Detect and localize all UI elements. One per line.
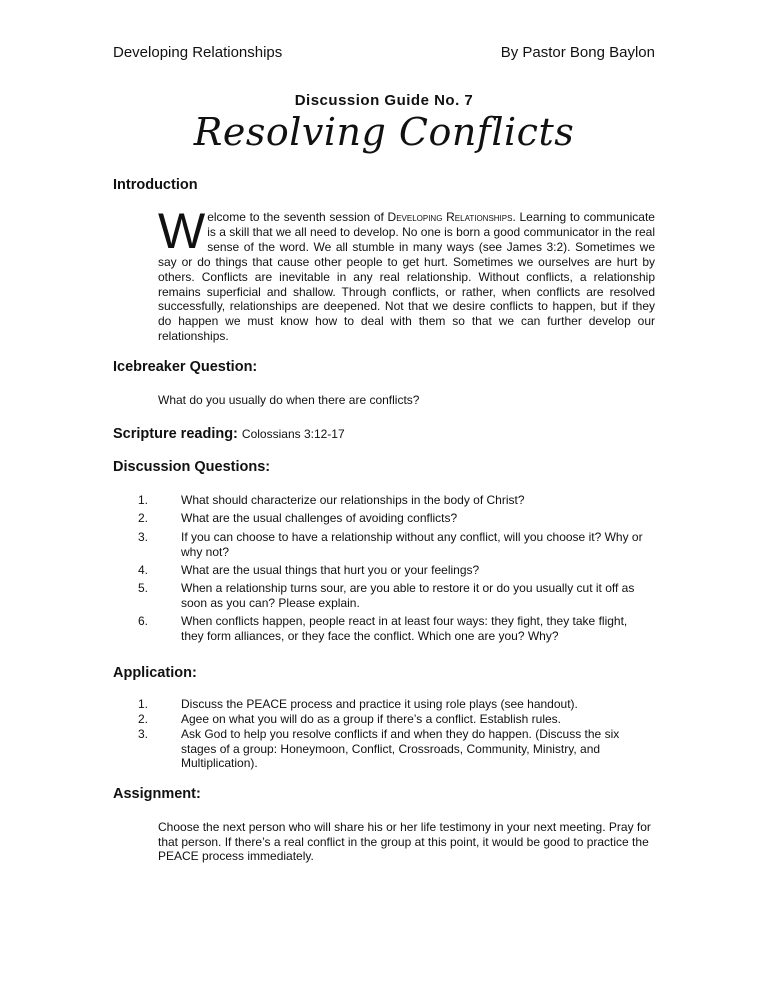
list-item-text: When a relationship turns sour, are you able to restore it or do you usually cut it off as soon as you can? Please explain. — [181, 581, 635, 610]
list-item-number: 3. — [137, 530, 148, 544]
list-item-text: If you can choose to have a relationship without any conflict, will you choose it? Why or why not? — [181, 530, 643, 559]
introduction-heading: Introduction — [113, 177, 198, 193]
intro-lead: elcome to the seventh session of — [207, 210, 388, 224]
list-item-text: When conflicts happen, people react in at least four ways: they fight, they take flight, they form alliances, or they face the conflict. Which one are you? Why? — [181, 614, 628, 643]
drop-cap: W — [158, 203, 206, 259]
header-series-title: Developing Relationships — [113, 44, 283, 61]
list-item-number: 5. — [137, 581, 148, 595]
header-author: By Pastor Bong Baylon — [500, 44, 655, 61]
list-item-number: 4. — [137, 563, 148, 577]
list-item-number: 1. — [137, 493, 148, 507]
guide-number: Discussion Guide No. 7 — [294, 92, 474, 109]
list-item-number: 2. — [137, 511, 148, 525]
list-item-text: Ask God to help you resolve conflicts if and when they do happen. (Discuss the six stages of a group: Honeymoon, Conflict, Crossroads, Community, Ministry, and Multiplication). — [181, 727, 620, 771]
icebreaker-heading: Icebreaker Question: — [113, 359, 258, 375]
introduction-paragraph — [158, 203, 655, 344]
scripture-reference: Colossians 3:12-17 — [241, 427, 345, 441]
scripture-heading: Scripture reading: — [113, 426, 238, 442]
page-title: Resolving Conflicts — [193, 110, 575, 154]
intro-series-name: Developing Relationships — [387, 210, 513, 224]
discussion-heading: Discussion Questions: — [113, 459, 271, 475]
list-item-text: What should characterize our relationships in the body of Christ? — [181, 493, 525, 507]
assignment-heading: Assignment: — [113, 786, 201, 802]
list-item-text: What are the usual things that hurt you or your feelings? — [181, 563, 480, 577]
list-item-text: What are the usual challenges of avoiding conflicts? — [181, 511, 458, 525]
list-item-number: 1. — [137, 697, 148, 711]
list-item-number: 6. — [137, 614, 148, 628]
list-item-number: 2. — [137, 712, 148, 726]
list-item-text: Agee on what you will do as a group if there’s a conflict. Establish rules. — [181, 712, 561, 726]
scripture-line — [113, 426, 345, 442]
list-item-number: 3. — [137, 727, 148, 741]
intro-body: . Learning to communicate is a skill that we all need to develop. No one is born a good communicator in the real sense of the word. We all stumble in many ways (see James 3:2). Sometimes we say or do things that cause other people to get hurt. Sometimes we ourselves are hurt by others. Conflicts are inevitable in any real relationship. Without conflicts, a relationship remains superficial and shallow. Through conflicts, or rather, when conflicts are resolved successfully, relationships are deepened. Not that we desire conflicts to happen, but if they do happen we must know how to deal with them so that we can further develop our relationships. — [158, 210, 655, 344]
list-item-text: Discuss the PEACE process and practice it using role plays (see handout). — [181, 697, 578, 711]
application-heading: Application: — [113, 665, 197, 681]
assignment-text: Choose the next person who will share his or her life testimony in your next meeting. Pray for that person. If there’s a real conflict in the group at this point, it would be good to practice the PEACE process immediately. — [158, 820, 651, 864]
icebreaker-question: What do you usually do when there are conflicts? — [158, 393, 420, 407]
